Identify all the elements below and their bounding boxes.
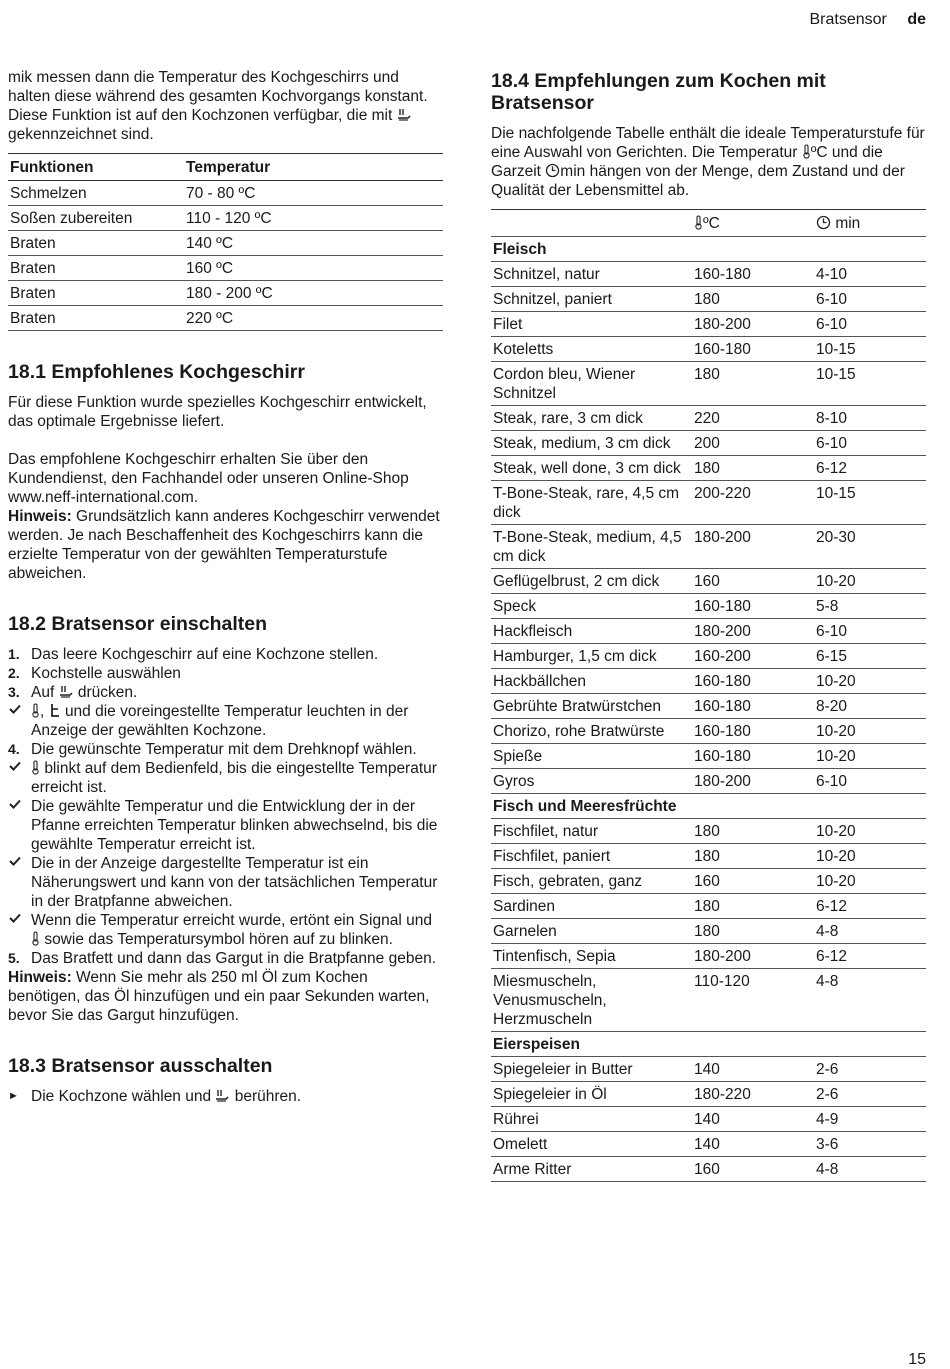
table-row — [491, 525, 926, 569]
table-cell: 180 — [692, 894, 814, 919]
table-cell: Koteletts — [491, 337, 692, 362]
table-cell: 180-200 — [692, 525, 814, 569]
intro-paragraph-2: Diese Funktion ist auf den Kochzonen verfügbar, die mit gekennzeichnet sind. — [8, 106, 443, 144]
header-section: Bratsensor — [809, 11, 887, 28]
table-cell: Miesmuscheln, Venusmuscheln, Herzmuscheln — [491, 969, 692, 1032]
clock-icon — [545, 163, 560, 178]
frying-sensor-icon — [397, 107, 412, 122]
table-cell: Schnitzel, natur — [491, 262, 692, 287]
table-cell: Rührei — [491, 1107, 692, 1132]
list-item: 1. Das leere Kochgeschirr auf eine Kochzone stellen. — [8, 646, 379, 663]
table-row — [491, 569, 926, 594]
table-cell: 200-220 — [692, 481, 814, 525]
table-cell: Soßen zubereiten — [8, 206, 184, 231]
frying-sensor-icon — [215, 1088, 230, 1103]
table-cell: 8-10 — [814, 406, 926, 431]
check-icon — [8, 911, 22, 925]
section-heading-18-4: 18.4 Empfehlungen zum Kochen mit Bratsensor — [491, 70, 826, 114]
hint-label: Hinweis: — [8, 508, 72, 525]
action-arrow-icon: ► — [8, 1090, 19, 1102]
intro-paragraph: mik messen dann die Temperatur des Kochgeschirrs und halten diese während des gesamten Kochvorgangs konstant. — [8, 69, 428, 105]
paragraph: Das empfohlene Kochgeschirr erhalten Sie über den Kundendienst, den Fachhandel oder unseren Online-Shop www.neff-international.com. — [8, 451, 409, 506]
table-cell: 6-10 — [814, 619, 926, 644]
table-cell: 180-200 — [692, 944, 814, 969]
check-icon — [8, 702, 22, 716]
table-row — [491, 406, 926, 431]
table-cell: 10-20 — [814, 569, 926, 594]
clock-icon — [816, 215, 831, 230]
table-row — [491, 431, 926, 456]
table-cell: Steak, rare, 3 cm dick — [491, 406, 692, 431]
list-item: Die gewählte Temperatur und die Entwicklung der in der Pfanne erreichten Temperatur blinken abwechselnd, bis die gewählte Temperatur erreicht ist. — [8, 797, 443, 854]
table-row — [491, 262, 926, 287]
table-row — [491, 287, 926, 312]
table-cell: 6-15 — [814, 644, 926, 669]
table-cell: 160-180 — [692, 262, 814, 287]
table-cell: 4-8 — [814, 919, 926, 944]
table-cell: T-Bone-Steak, medium, 4,5 cm dick — [491, 525, 692, 569]
pan-level-icon — [49, 703, 61, 718]
table-cell: Fischfilet, natur — [491, 819, 692, 844]
table-category-row — [491, 794, 926, 819]
table-cell: 180-220 — [692, 1082, 814, 1107]
table-row — [491, 1057, 926, 1082]
table-cell: 4-9 — [814, 1107, 926, 1132]
table-cell: 180 — [692, 919, 814, 944]
table-cell: 2-6 — [814, 1057, 926, 1082]
table-cell: 2-6 — [814, 1082, 926, 1107]
table-cell: 160-200 — [692, 644, 814, 669]
column-header-time: min — [814, 210, 926, 237]
column-header: Funktionen — [8, 154, 184, 181]
table-row — [491, 844, 926, 869]
list-item: , und die voreingestellte Temperatur leuchten in der Anzeige der gewählten Kochzone. — [8, 702, 443, 740]
table-cell: 10-15 — [814, 337, 926, 362]
table-cell: 180 — [692, 362, 814, 406]
table-cell: Spiegeleier in Butter — [491, 1057, 692, 1082]
table-cell: Gyros — [491, 769, 692, 794]
table-cell: 70 - 80 ºC — [184, 181, 443, 206]
table-cell: 6-10 — [814, 287, 926, 312]
column-header-food — [491, 210, 692, 237]
table-cell: T-Bone-Steak, rare, 4,5 cm dick — [491, 481, 692, 525]
table-cell: 10-15 — [814, 481, 926, 525]
table-cell: 4-8 — [814, 1157, 926, 1182]
table-row — [491, 456, 926, 481]
table-cell: Cordon bleu, Wiener Schnitzel — [491, 362, 692, 406]
table-category-row — [491, 1032, 926, 1057]
table-cell: 180 — [692, 844, 814, 869]
table-cell: Spiegeleier in Öl — [491, 1082, 692, 1107]
recommendation-table — [491, 209, 926, 1182]
paragraph: Für diese Funktion wurde spezielles Kochgeschirr entwickelt, das optimale Ergebnisse liefert. — [8, 394, 427, 430]
table-row — [491, 644, 926, 669]
table-cell: 160 — [692, 569, 814, 594]
table-cell: 160-180 — [692, 694, 814, 719]
list-item: Die in der Anzeige dargestellte Temperatur ist ein Näherungswert und kann von der tatsächlichen Temperatur in der Bratpfanne abweichen. — [8, 854, 443, 911]
table-cell: 220 ºC — [184, 306, 443, 331]
list-item: Wenn die Temperatur erreicht wurde, ertönt ein Signal und sowie das Temperatursymbol hören auf zu blinken. — [8, 911, 443, 949]
table-row — [8, 281, 443, 306]
category-label: Eierspeisen — [491, 1032, 926, 1057]
category-label: Fisch und Meeresfrüchte — [491, 794, 926, 819]
table-cell: 220 — [692, 406, 814, 431]
table-cell: 160-180 — [692, 719, 814, 744]
table-row — [8, 231, 443, 256]
table-cell: 5-8 — [814, 594, 926, 619]
check-icon — [8, 759, 22, 773]
table-cell: 140 — [692, 1057, 814, 1082]
table-row — [491, 312, 926, 337]
list-item: blinkt auf dem Bedienfeld, bis die eingestellte Temperatur erreicht ist. — [8, 759, 443, 797]
table-cell: Schnitzel, paniert — [491, 287, 692, 312]
table-row — [491, 481, 926, 525]
list-item: 2. Kochstelle auswählen — [8, 665, 181, 682]
table-cell: 6-12 — [814, 456, 926, 481]
table-row — [491, 1082, 926, 1107]
table-cell: 180 - 200 ºC — [184, 281, 443, 306]
table-cell: 140 — [692, 1132, 814, 1157]
table-cell: Chorizo, rohe Bratwürste — [491, 719, 692, 744]
table-row — [491, 894, 926, 919]
table-cell: 4-10 — [814, 262, 926, 287]
table-cell: Schmelzen — [8, 181, 184, 206]
table-row — [491, 919, 926, 944]
table-cell: 6-12 — [814, 894, 926, 919]
check-icon — [8, 797, 22, 811]
table-row — [8, 181, 443, 206]
table-row — [491, 719, 926, 744]
section-heading-18-1: 18.1 Empfohlenes Kochgeschirr — [8, 361, 305, 383]
frying-sensor-icon — [59, 684, 74, 699]
table-cell: 180-200 — [692, 769, 814, 794]
thermometer-icon — [31, 703, 40, 718]
table-cell: 10-20 — [814, 869, 926, 894]
table-header-row — [8, 154, 443, 181]
table-cell: 110 - 120 ºC — [184, 206, 443, 231]
table-cell: 6-12 — [814, 944, 926, 969]
table-row — [8, 306, 443, 331]
table-cell: Speck — [491, 594, 692, 619]
table-cell: 160 ºC — [184, 256, 443, 281]
column-header: Temperatur — [184, 154, 443, 181]
section-heading-18-3: 18.3 Bratsensor ausschalten — [8, 1055, 273, 1077]
table-cell: 160-180 — [692, 744, 814, 769]
table-row — [491, 744, 926, 769]
left-column — [8, 68, 443, 1106]
recommendation-table-body — [491, 237, 926, 1182]
check-icon — [8, 854, 22, 868]
table-cell: 160-180 — [692, 594, 814, 619]
table-cell: Sardinen — [491, 894, 692, 919]
list-item: 3. Auf drücken. — [8, 684, 138, 701]
table-cell: Steak, medium, 3 cm dick — [491, 431, 692, 456]
table-row — [491, 669, 926, 694]
table-cell: Hackfleisch — [491, 619, 692, 644]
table-cell: Garnelen — [491, 919, 692, 944]
table-category-row — [491, 237, 926, 262]
table-cell: 10-20 — [814, 744, 926, 769]
function-table — [8, 153, 443, 331]
table-row — [491, 769, 926, 794]
table-cell: 140 — [692, 1107, 814, 1132]
table-cell: Hackbällchen — [491, 669, 692, 694]
table-cell: 10-15 — [814, 362, 926, 406]
thermometer-icon — [31, 760, 40, 775]
table-row — [491, 869, 926, 894]
paragraph: Die nachfolgende Tabelle enthält die ideale Temperaturstufe für eine Auswahl von Gerichten. Die Temperatur ºC und die Garzeit min hängen von der Menge, dem Zustand und der Qualität der Lebensmittel ab. — [491, 125, 925, 199]
table-cell: 10-20 — [814, 819, 926, 844]
table-cell: Omelett — [491, 1132, 692, 1157]
table-row — [491, 1157, 926, 1182]
table-cell: 110-120 — [692, 969, 814, 1032]
table-row — [491, 944, 926, 969]
table-row — [491, 594, 926, 619]
table-row — [8, 256, 443, 281]
table-cell: Fischfilet, paniert — [491, 844, 692, 869]
table-cell: 6-10 — [814, 769, 926, 794]
page-number: 15 — [908, 1351, 926, 1368]
table-cell: 3-6 — [814, 1132, 926, 1157]
table-cell: 10-20 — [814, 844, 926, 869]
table-cell: 10-20 — [814, 669, 926, 694]
table-cell: Tintenfisch, Sepia — [491, 944, 692, 969]
table-cell: 20-30 — [814, 525, 926, 569]
table-row — [491, 819, 926, 844]
list-item: 5. Das Bratfett und dann das Gargut in die Bratpfanne geben. — [8, 950, 436, 967]
table-row — [491, 1107, 926, 1132]
table-cell: 180 — [692, 287, 814, 312]
table-cell: 8-20 — [814, 694, 926, 719]
table-cell: Filet — [491, 312, 692, 337]
table-row — [491, 1132, 926, 1157]
table-header-row — [491, 210, 926, 237]
header-language: de — [907, 11, 926, 28]
table-cell: 10-20 — [814, 719, 926, 744]
table-cell: Steak, well done, 3 cm dick — [491, 456, 692, 481]
table-cell: 6-10 — [814, 431, 926, 456]
table-cell: Braten — [8, 231, 184, 256]
table-cell: 200 — [692, 431, 814, 456]
table-cell: 180 — [692, 819, 814, 844]
table-cell: Fisch, gebraten, ganz — [491, 869, 692, 894]
thermometer-icon — [694, 215, 703, 230]
table-cell: 4-8 — [814, 969, 926, 1032]
right-column — [491, 68, 926, 1182]
category-label: Fleisch — [491, 237, 926, 262]
table-cell: Braten — [8, 256, 184, 281]
table-cell: 180-200 — [692, 619, 814, 644]
table-cell: Spieße — [491, 744, 692, 769]
table-cell: 160 — [692, 869, 814, 894]
table-cell: 160-180 — [692, 337, 814, 362]
hint-label: Hinweis: — [8, 969, 72, 986]
section-heading-18-2: 18.2 Bratsensor einschalten — [8, 613, 268, 635]
table-cell: Braten — [8, 281, 184, 306]
table-row — [491, 362, 926, 406]
table-cell: 180-200 — [692, 312, 814, 337]
table-row — [8, 206, 443, 231]
table-row — [491, 619, 926, 644]
table-cell: Geflügelbrust, 2 cm dick — [491, 569, 692, 594]
thermometer-icon — [802, 144, 811, 159]
table-cell: Hamburger, 1,5 cm dick — [491, 644, 692, 669]
column-header-temperature: ºC — [692, 210, 814, 237]
table-cell: Braten — [8, 306, 184, 331]
table-cell: 160-180 — [692, 669, 814, 694]
table-cell: 180 — [692, 456, 814, 481]
step-list — [8, 1087, 443, 1106]
table-cell: 6-10 — [814, 312, 926, 337]
page-header — [810, 10, 927, 29]
step-list — [8, 645, 443, 968]
list-item: ► Die Kochzone wählen und berühren. — [8, 1088, 302, 1105]
hint-paragraph: Hinweis: Grundsätzlich kann anderes Kochgeschirr verwendet werden. Je nach Beschaffenheit des Kochgeschirrs kann die erzielte Temperatur von der gewählten Temperaturstufe abweichen. — [8, 508, 440, 582]
thermometer-icon — [31, 931, 40, 946]
table-row — [491, 969, 926, 1032]
table-cell: Gebrühte Bratwürstchen — [491, 694, 692, 719]
table-row — [491, 694, 926, 719]
list-item: 4. Die gewünschte Temperatur mit dem Drehknopf wählen. — [8, 741, 417, 758]
table-cell: Arme Ritter — [491, 1157, 692, 1182]
table-cell: 140 ºC — [184, 231, 443, 256]
table-row — [491, 337, 926, 362]
hint-paragraph: Hinweis: Wenn Sie mehr als 250 ml Öl zum Kochen benötigen, das Öl hinzufügen und ein paar Sekunden warten, bevor Sie das Gargut hinzufügen. — [8, 969, 430, 1024]
table-cell: 160 — [692, 1157, 814, 1182]
